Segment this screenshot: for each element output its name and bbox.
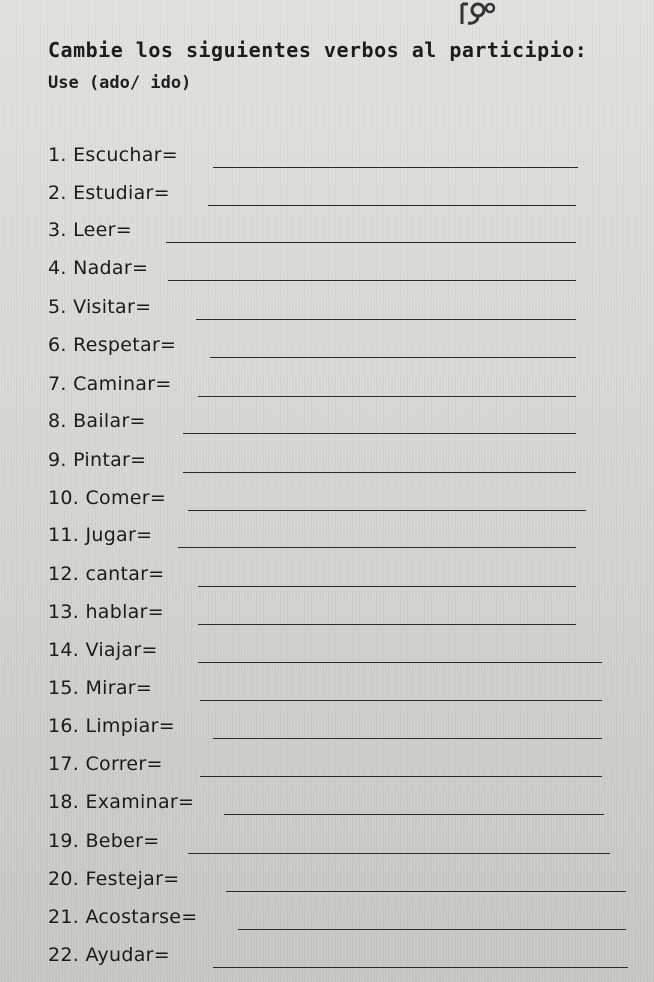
item-label: 20. Festejar= bbox=[48, 868, 180, 890]
item-label: 12. cantar= bbox=[48, 563, 165, 585]
item-label: 22. Ayudar= bbox=[48, 944, 170, 966]
exercise-item bbox=[48, 330, 576, 360]
answer-blank[interactable] bbox=[210, 357, 576, 358]
answer-blank[interactable] bbox=[188, 510, 586, 511]
answer-blank[interactable] bbox=[166, 242, 576, 243]
answer-blank[interactable] bbox=[198, 662, 602, 663]
item-label: 8. Bailar= bbox=[48, 410, 146, 432]
answer-blank[interactable] bbox=[188, 853, 610, 854]
answer-blank[interactable] bbox=[226, 891, 626, 892]
answer-blank[interactable] bbox=[183, 433, 576, 434]
instructions: Use (ado/ ido) bbox=[48, 73, 192, 93]
item-label: 14. Viajar= bbox=[48, 639, 158, 661]
exercise-item bbox=[48, 520, 576, 550]
exercise-item bbox=[48, 292, 576, 322]
answer-blank[interactable] bbox=[238, 929, 626, 930]
exercise-item bbox=[48, 826, 610, 856]
item-label: 13. hablar= bbox=[48, 601, 164, 623]
answer-blank[interactable] bbox=[198, 586, 576, 587]
answer-blank[interactable] bbox=[224, 814, 604, 815]
item-label: 18. Examinar= bbox=[48, 791, 195, 813]
exercise-item bbox=[48, 445, 576, 475]
answer-blank[interactable] bbox=[178, 547, 576, 548]
exercise-item bbox=[48, 406, 576, 436]
exercise-item bbox=[48, 749, 602, 779]
exercise-item bbox=[48, 902, 626, 932]
answer-blank[interactable] bbox=[213, 738, 602, 739]
answer-blank[interactable] bbox=[198, 624, 576, 625]
item-label: 11. Jugar= bbox=[48, 524, 153, 546]
exercise-item bbox=[48, 864, 626, 894]
item-label: 3. Leer= bbox=[48, 219, 132, 241]
exercise-item bbox=[48, 787, 604, 817]
item-label: 7. Caminar= bbox=[48, 373, 172, 395]
exercise-item bbox=[48, 711, 602, 741]
item-label: 5. Visitar= bbox=[48, 296, 152, 318]
page-title: Cambie los siguientes verbos al participio: bbox=[48, 38, 588, 62]
item-label: 2. Estudiar= bbox=[48, 182, 170, 204]
exercise-item bbox=[48, 597, 576, 627]
exercise-item bbox=[48, 635, 602, 665]
item-label: 15. Mirar= bbox=[48, 677, 153, 699]
exercise-item bbox=[48, 483, 586, 513]
answer-blank[interactable] bbox=[183, 472, 576, 473]
item-label: 9. Pintar= bbox=[48, 449, 147, 471]
exercise-item bbox=[48, 178, 576, 208]
exercise-item bbox=[48, 940, 628, 970]
exercise-item bbox=[48, 253, 576, 283]
item-label: 10. Comer= bbox=[48, 487, 167, 509]
exercise-item bbox=[48, 215, 576, 245]
exercise-item bbox=[48, 140, 578, 170]
answer-blank[interactable] bbox=[200, 776, 602, 777]
exercise-item bbox=[48, 369, 576, 399]
item-label: 19. Beber= bbox=[48, 830, 160, 852]
answer-blank[interactable] bbox=[208, 205, 576, 206]
answer-blank[interactable] bbox=[196, 319, 576, 320]
exercise-item bbox=[48, 559, 576, 589]
item-label: 6. Respetar= bbox=[48, 334, 177, 356]
answer-blank[interactable] bbox=[213, 167, 578, 168]
item-label: 21. Acostarse= bbox=[48, 906, 198, 928]
item-label: 16. Limpiar= bbox=[48, 715, 175, 737]
answer-blank[interactable] bbox=[198, 396, 576, 397]
answer-blank[interactable] bbox=[200, 700, 602, 701]
item-label: 4. Nadar= bbox=[48, 257, 149, 279]
exercise-item bbox=[48, 673, 602, 703]
answer-blank[interactable] bbox=[213, 967, 628, 968]
item-label: 1. Escuchar= bbox=[48, 144, 179, 166]
answer-blank[interactable] bbox=[168, 280, 576, 281]
item-label: 17. Correr= bbox=[48, 753, 163, 775]
